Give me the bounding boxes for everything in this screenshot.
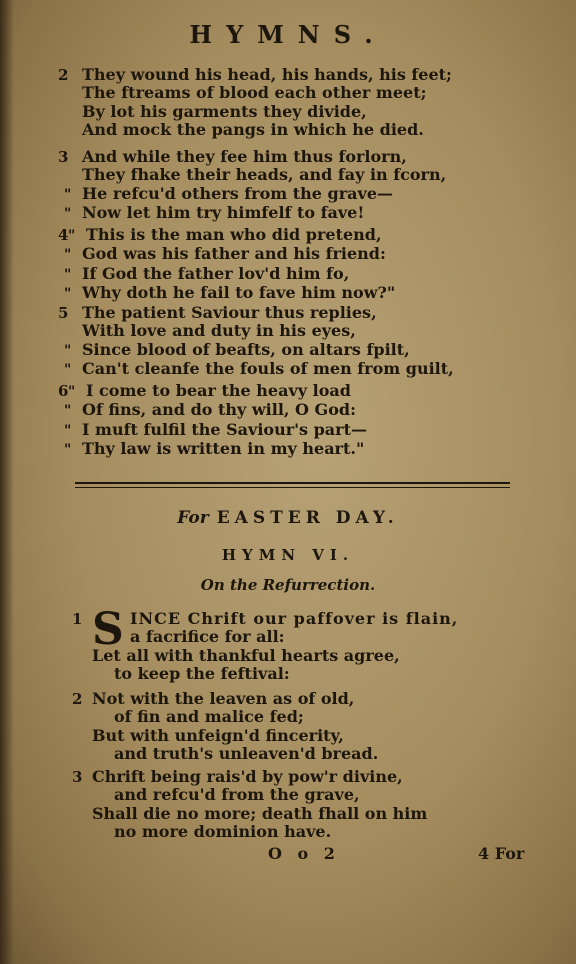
- stanza-line: 1 INCE Chrift our paffover is flain,: [72, 609, 459, 628]
- stanza-5: [58, 303, 454, 379]
- stanza-line: and truth's unleaven'd bread.: [114, 743, 379, 763]
- stanza-number: 6: [58, 382, 69, 400]
- stanza-line: " Thy law is written in my heart.": [64, 438, 365, 458]
- stanza-line: With love and duty in his eyes,: [82, 321, 356, 341]
- stanza-line: no more dominion have.: [114, 821, 332, 841]
- stanza-line: 2 Not with the leaven as of old,: [72, 689, 355, 708]
- stanza-line: Let all with thankful hearts agree,: [92, 645, 400, 665]
- stanza-line: to keep the feftival:: [114, 663, 290, 683]
- stanza-line: " Now let him try himfelf to fave!: [64, 202, 365, 222]
- stanza-line: The ftreams of blood each other meet;: [82, 83, 427, 103]
- stanza-line: " God was his father and his friend:: [64, 244, 386, 264]
- section-heading: [0, 508, 576, 528]
- stanza-3: [72, 767, 428, 841]
- stanza-number: 1: [72, 610, 83, 628]
- stanza-line: " Since blood of beafts, on altars fpilt,: [64, 339, 410, 359]
- stanza-number: 3: [72, 768, 83, 786]
- stanza-6: [58, 381, 367, 459]
- section-divider-thick: [75, 482, 510, 484]
- stanza-3: [58, 147, 447, 223]
- catchword: 4 For: [478, 844, 525, 863]
- stanza-line: 4 " This is the man who did pretend,: [58, 225, 382, 244]
- signature-mark: O o 2: [268, 844, 340, 863]
- stanza-line: " Why doth he fail to fave him now?": [64, 282, 396, 302]
- stanza-number: 2: [72, 690, 83, 708]
- stanza-line: 2 They wound his head, his hands, his feet;: [58, 65, 452, 84]
- stanza-line: and refcu'd from the grave,: [114, 785, 360, 805]
- section-title: EASTER DAY.: [216, 508, 399, 528]
- hymn-subtitle: On the Refurrection.: [200, 576, 376, 594]
- stanza-line: 3 And while they fee him thus forlorn,: [58, 147, 407, 166]
- stanza-number: 3: [58, 148, 69, 166]
- stanza-line: 6 " I come to bear the heavy load: [58, 381, 351, 400]
- stanza-line: of fin and malice fed;: [114, 707, 304, 727]
- stanza-number: 4: [58, 226, 69, 244]
- stanza-line: 5 The patient Saviour thus replies,: [58, 303, 377, 322]
- stanza-line: " If God the father lov'd him fo,: [64, 263, 350, 283]
- stanza-line: 3 Chrift being rais'd by pow'r divine,: [72, 767, 403, 786]
- stanza-4: [58, 225, 396, 303]
- stanza-line: Shall die no more; death fhall on him: [92, 803, 428, 823]
- stanza-number: 2: [58, 66, 69, 84]
- stanza-line: They fhake their heads, and fay in fcorn,: [82, 165, 447, 185]
- drop-cap: S: [92, 604, 124, 655]
- stanza-line: a facrifice for all:: [130, 627, 285, 647]
- section-divider-thin: [75, 487, 510, 488]
- section-for: For: [177, 508, 209, 528]
- stanza-2: [58, 65, 452, 139]
- stanza-line: " I muft fulfil the Saviour's part—: [64, 419, 367, 439]
- stanza-line: " He refcu'd others from the grave—: [64, 183, 393, 203]
- stanza-line: " Can't cleanfe the fouls of men from guilt,: [64, 358, 454, 378]
- stanza-line: By lot his garments they divide,: [82, 101, 367, 121]
- stanza-2: [72, 689, 379, 763]
- stanza-1: [72, 604, 459, 683]
- running-header: HYMNS.: [189, 20, 387, 49]
- hymn-number: HYMN VI.: [221, 546, 355, 564]
- stanza-line: But with unfeign'd fincerity,: [92, 725, 344, 745]
- stanza-number: 5: [58, 304, 69, 322]
- stanza-line: " Of fins, and do thy will, O God:: [64, 400, 356, 420]
- stanza-line: And mock the pangs in which he died.: [82, 119, 424, 139]
